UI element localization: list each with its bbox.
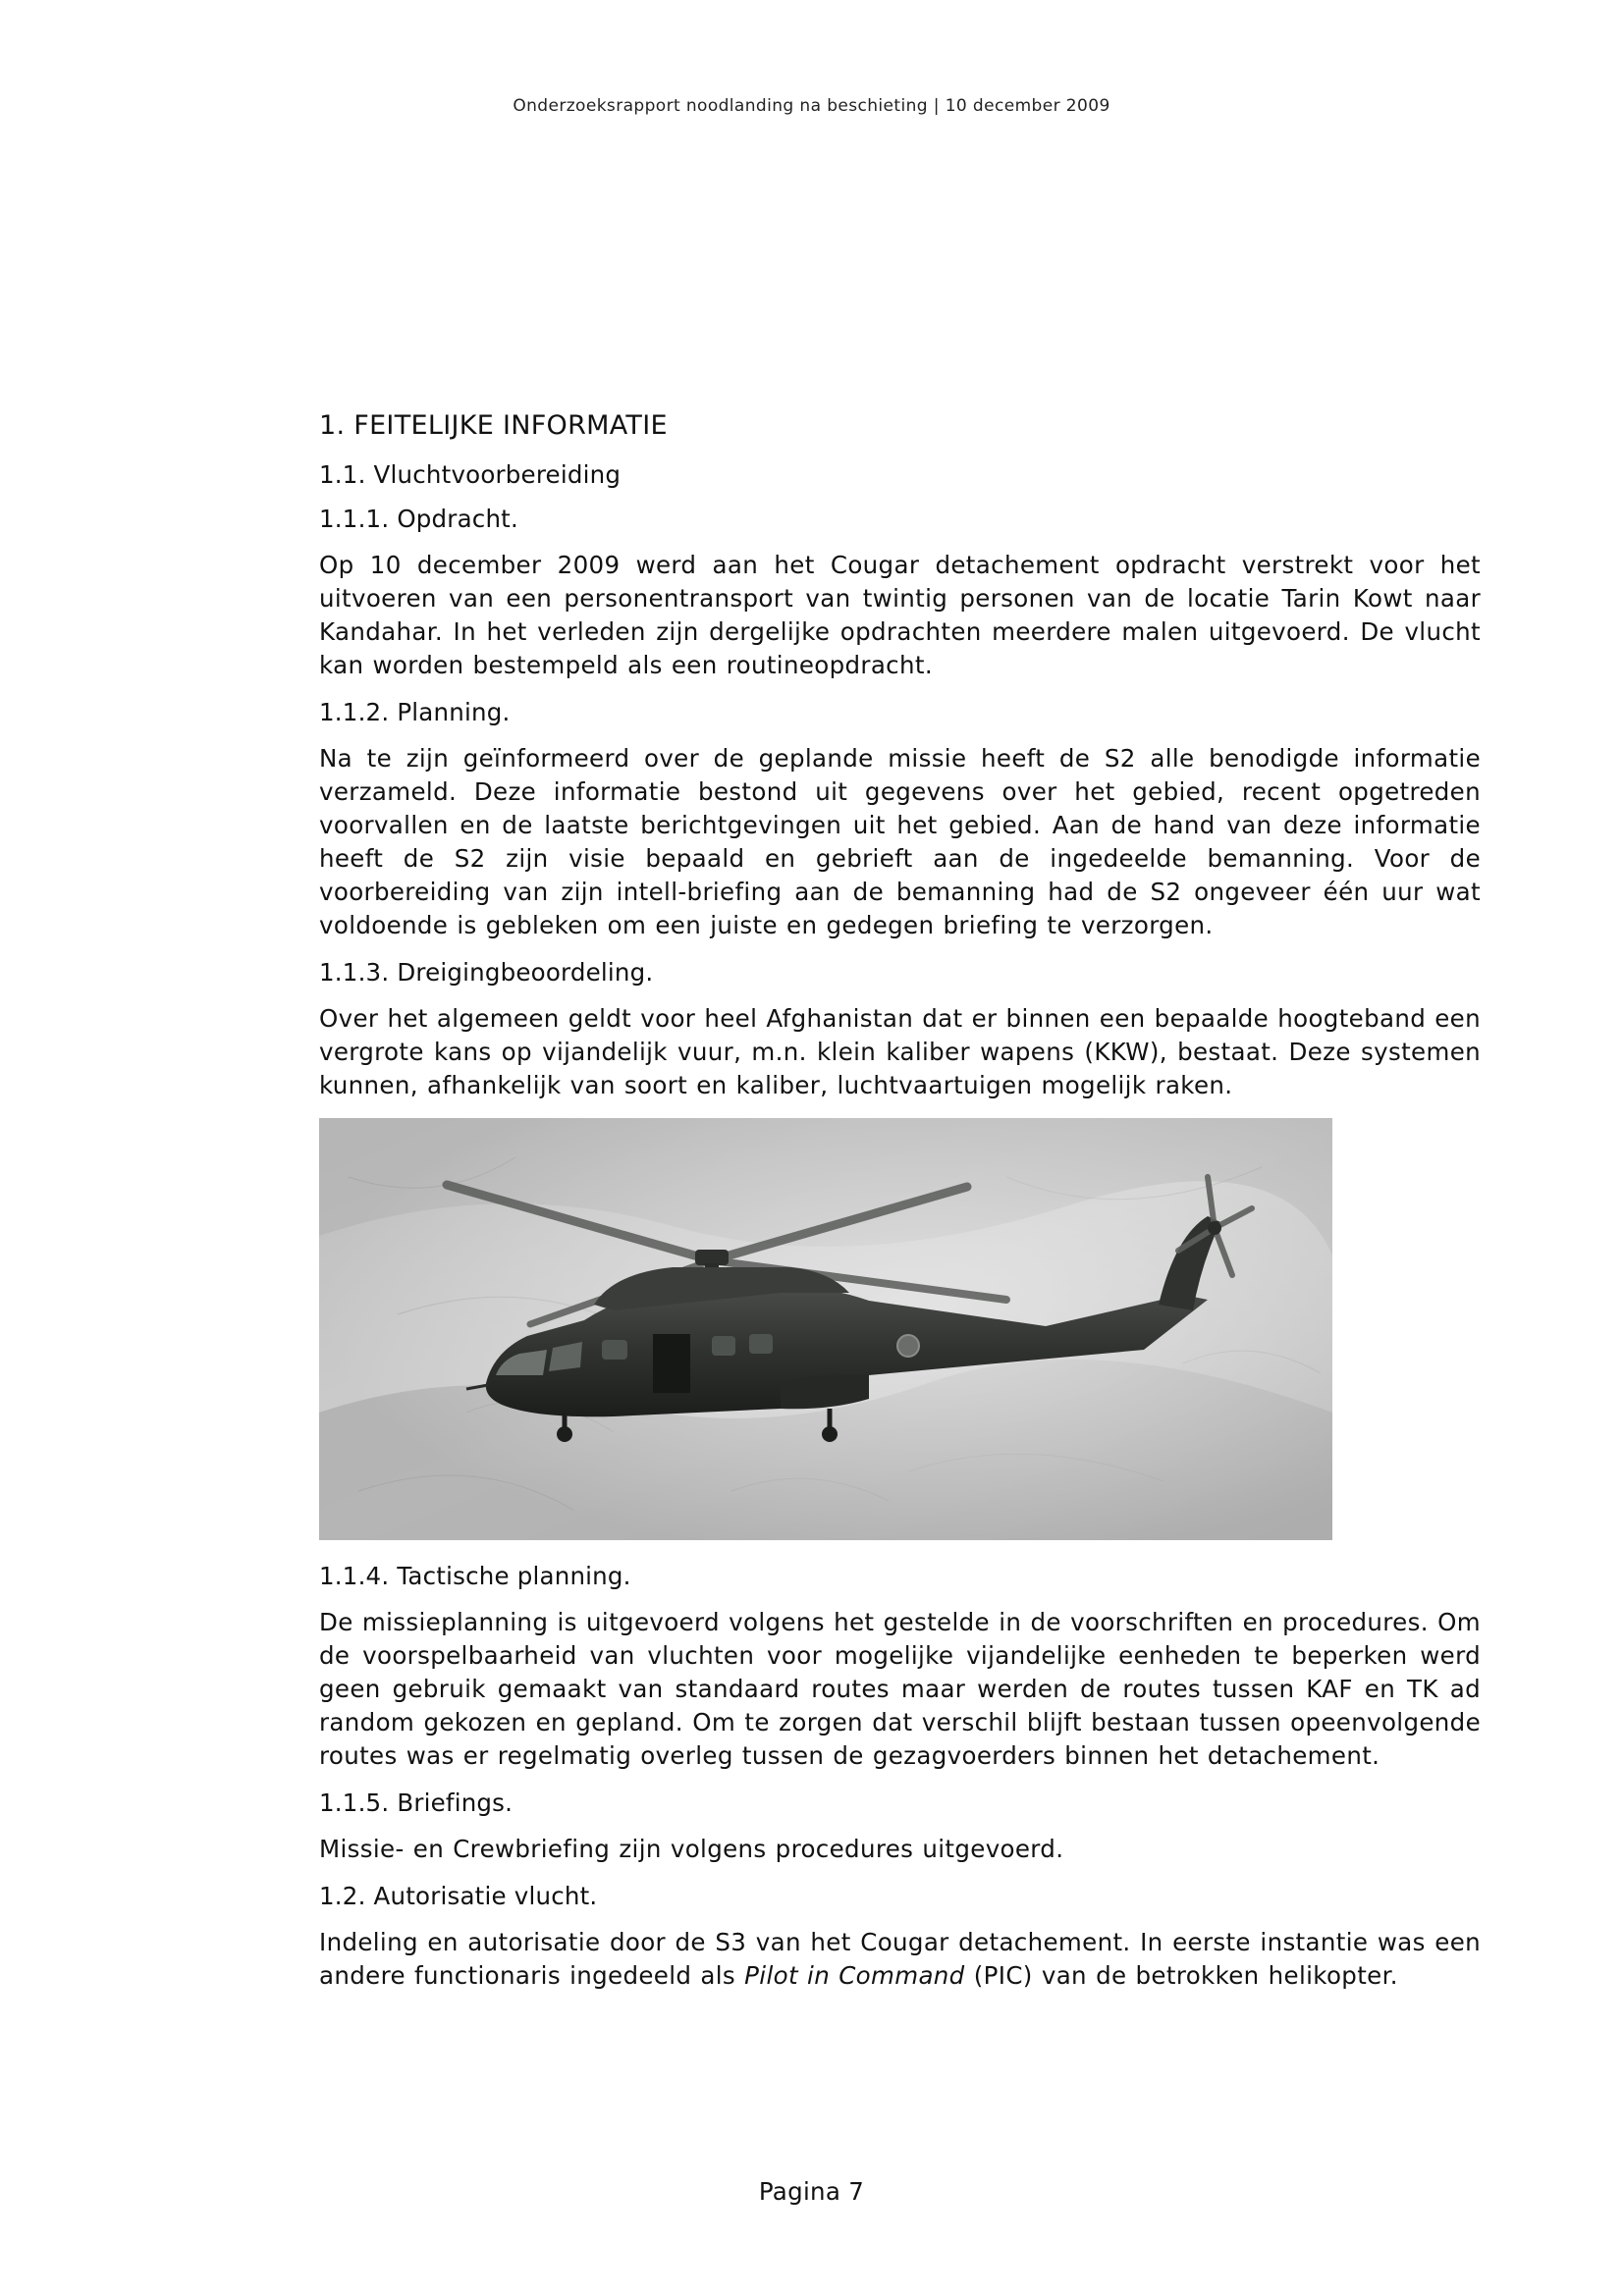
running-header: Onderzoeksrapport noodlanding na beschieting | 10 december 2009 [513,96,1110,116]
heading-dreigingbeoordeling: 1.1.3. Dreigingbeoordeling. [319,958,654,987]
paragraph-dreigingbeoordeling: Over het algemeen geldt voor heel Afghanistan dat er binnen een bepaalde hoogteband een vergrote kans op vijandelijk vuur, m.n. klein kaliber wapens (KKW), bestaat. Deze systemen kunnen, afhankelijk van soort en kaliber, luchtvaartuigen mogelijk raken. [319,1004,1481,1099]
subsection-heading: 1.1. Vluchtvoorbereiding [319,460,622,489]
paragraph-tactische-planning: De missieplanning is uitgevoerd volgens het gestelde in de voorschriften en procedures. Om de voorspelbaarheid van vluchten voor mogelijke vijandelijke eenheden te beperken werd geen gebruik gemaakt van standaard routes maar werden de routes tussen KAF en TK ad random gekozen en gepland. Om te zorgen dat verschil blijft bestaan tussen opeenvolgende routes was er regelmatig overleg tussen de gezagvoerders binnen het detachement. [319,1608,1481,1770]
section-title: 1. FEITELIJKE INFORMATIE [319,410,668,441]
paragraph-autorisatie [319,1926,1481,1993]
heading-briefings: 1.1.5. Briefings. [319,1789,514,1817]
page-content [319,410,1481,2008]
page-number: Pagina 7 [758,2177,865,2206]
heading-autorisatie: 1.2. Autorisatie vlucht. [319,1882,598,1910]
paragraph-opdracht: Op 10 december 2009 werd aan het Cougar detachement opdracht verstrekt voor het uitvoeren van een personentransport van twintig personen van de locatie Tarin Kowt naar Kandahar. In het verleden zijn dergelijke opdrachten meerdere malen uitgevoerd. De vlucht kan worden bestempeld als een routineopdracht. [319,551,1481,679]
paragraph-autorisatie-part2: (PIC) van de betrokken helikopter. [964,1961,1398,1990]
helicopter-photo [319,1118,1332,1540]
paragraph-planning: Na te zijn geïnformeerd over de geplande missie heeft de S2 alle benodigde informatie verzameld. Deze informatie bestond uit gegevens over het gebied, recent opgetreden voorvallen en de laatste berichtgevingen uit het gebied. Aan de hand van deze informatie heeft de S2 zijn visie bepaald en gebrieft aan de ingedeelde bemanning. Voor de voorbereiding van zijn intell-briefing aan de bemanning had de S2 ongeveer één uur wat voldoende is gebleken om een juiste en gedegen briefing te verzorgen. [319,744,1481,939]
heading-opdracht: 1.1.1. Opdracht. [319,505,518,533]
paragraph-autorisatie-part1: Indeling en autorisatie door de S3 van het Cougar detachement. In eerste instantie was een andere functionaris ingedeeld als [319,1928,1481,1990]
heading-planning: 1.1.2. Planning. [319,698,511,726]
paragraph-briefings: Missie- en Crewbriefing zijn volgens procedures uitgevoerd. [319,1835,1064,1863]
heading-tactische-planning: 1.1.4. Tactische planning. [319,1562,631,1590]
pilot-in-command-term: Pilot in Command [744,1961,965,1990]
